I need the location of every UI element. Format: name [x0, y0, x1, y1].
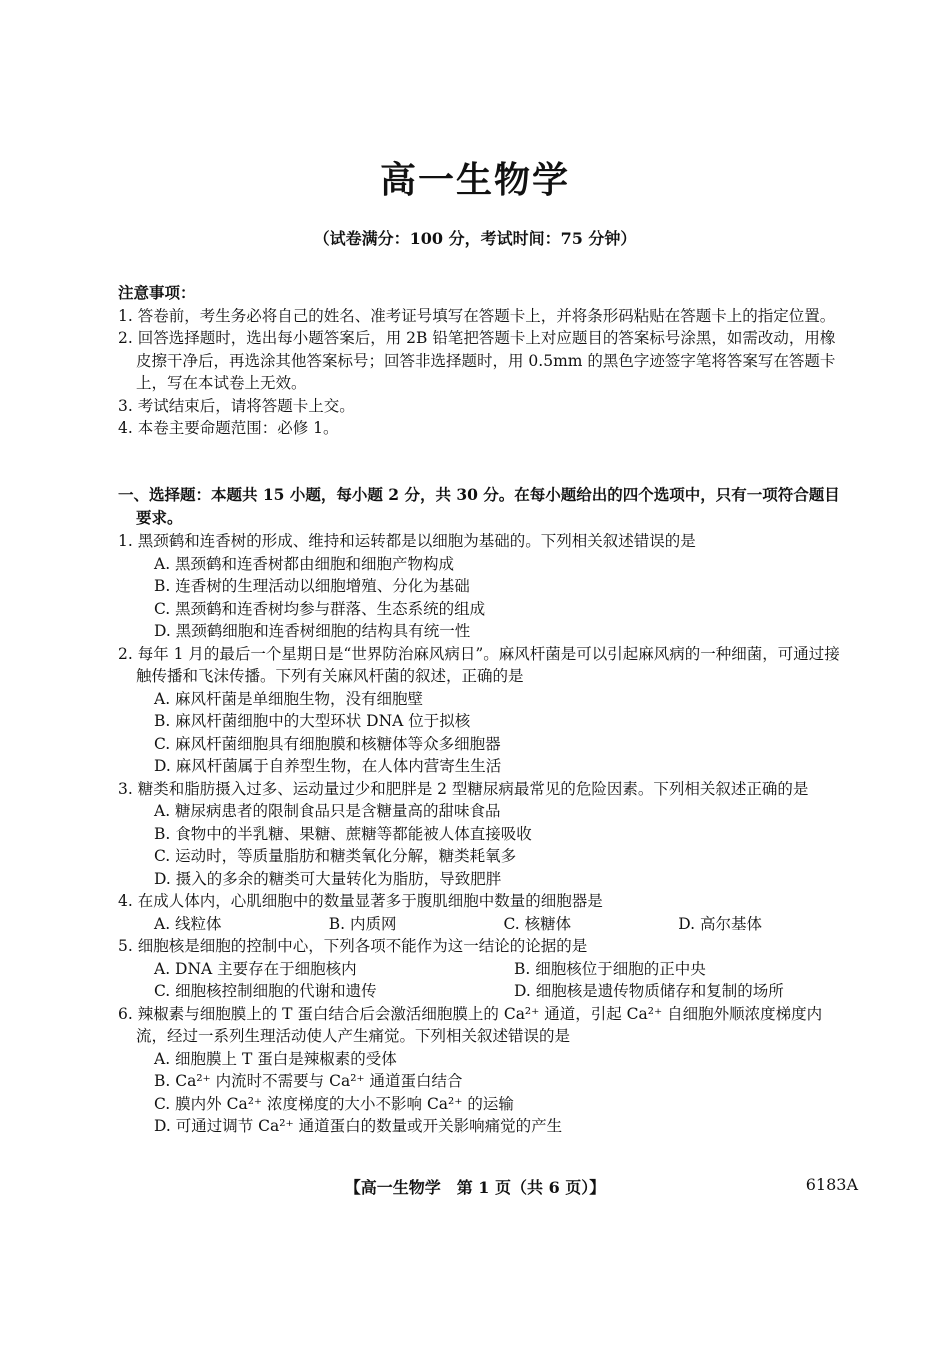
question-stem: 6. 辣椒素与细胞膜上的 T 蛋白结合后会激活细胞膜上的 Ca²⁺ 通道，引起 Ca²⁺ 自细胞外顺浓度梯度内流，经过一系列生理活动使人产生痛觉。下列相关叙述错误的是 — [118, 1004, 823, 1045]
exam-info: （试卷满分：100 分，考试时间：75 分钟） — [313, 229, 637, 248]
option-b: B. 麻风杆菌细胞中的大型环状 DNA 位于拟核 — [154, 712, 471, 730]
option-b: B. 食物中的半乳糖、果糖、蔗糖等都能被人体直接吸收 — [154, 824, 532, 843]
option-d: D. 细胞核是遗传物质储存和复制的场所 — [514, 982, 784, 1000]
option-grid — [118, 958, 853, 1003]
option-a: A. 麻风杆菌是单细胞生物，没有细胞壁 — [154, 689, 424, 708]
option-a: A. DNA 主要存在于细胞核内 — [154, 959, 357, 978]
question-list — [118, 530, 853, 1138]
option-c: C. 细胞核控制细胞的代谢和遗传 — [154, 982, 377, 1000]
question-5 — [118, 935, 853, 1003]
question-stem: 5. 细胞核是细胞的控制中心，下列各项不能作为这一结论的论据的是 — [118, 937, 588, 955]
question-3 — [118, 778, 853, 891]
option-d: D. 黑颈鹤细胞和连香树细胞的结构具有统一性 — [154, 622, 471, 640]
option-d: D. 麻风杆菌属于自养型生物，在人体内营寄生生活 — [154, 757, 502, 775]
question-stem: 2. 每年 1 月的最后一个星期日是“世界防治麻风病日”。麻风杆菌是可以引起麻风病的一种细菌，可通过接触传播和飞沫传播。下列有关麻风杆菌的叙述，正确的是 — [118, 644, 840, 685]
option-a: A. 线粒体 — [154, 914, 222, 933]
option-row — [118, 913, 853, 936]
notice-item: 4. 本卷主要命题范围：必修 1。 — [118, 419, 339, 437]
question-1 — [118, 530, 853, 643]
notice-heading: 注意事项： — [118, 283, 196, 302]
option-d: D. 可通过调节 Ca²⁺ 通道蛋白的数量或开关影响痛觉的产生 — [154, 1117, 563, 1135]
option-c: C. 黑颈鹤和连香树均参与群落、生态系统的组成 — [154, 599, 486, 618]
notice-item: 3. 考试结束后，请将答题卡上交。 — [118, 396, 355, 415]
option-a: A. 细胞膜上 T 蛋白是辣椒素的受体 — [154, 1049, 397, 1068]
question-2 — [118, 643, 853, 778]
option-c: C. 核糖体 — [503, 914, 572, 933]
option-c: C. 运动时，等质量脂肪和糖类氧化分解，糖类耗氧多 — [154, 847, 517, 865]
question-6 — [118, 1003, 853, 1138]
question-stem: 1. 黑颈鹤和连香树的形成、维持和运转都是以细胞为基础的。下列相关叙述错误的是 — [118, 532, 696, 550]
option-a: A. 糖尿病患者的限制食品只是含糖量高的甜味食品 — [154, 802, 501, 820]
option-b: B. 细胞核位于细胞的正中央 — [514, 959, 706, 978]
page-number: 【高一生物学 第 1 页（共 6 页）】 — [344, 1178, 606, 1197]
option-b: B. 内质网 — [328, 914, 397, 933]
option-b: B. Ca²⁺ 内流时不需要与 Ca²⁺ 通道蛋白结合 — [154, 1072, 463, 1090]
exam-title: 高一生物学 — [379, 159, 570, 201]
notice-item: 2. 回答选择题时，选出每小题答案后，用 2B 铅笔把答题卡上对应题目的答案标号涂黑，如需改动，用橡皮擦干净后，再选涂其他答案标号；回答非选择题时，用 0.5mm 的黑色字迹签字笔将答案写在答题卡上，写在本试卷上无效。 — [118, 329, 836, 392]
exam-code: 6183A — [805, 1175, 858, 1194]
option-d: D. 高尔基体 — [678, 914, 762, 933]
option-c: C. 膜内外 Ca²⁺ 浓度梯度的大小不影响 Ca²⁺ 的运输 — [154, 1094, 514, 1113]
question-stem: 3. 糖类和脂肪摄入过多、运动量过少和肥胖是 2 型糖尿病最常见的危险因素。下列相关叙述正确的是 — [118, 779, 809, 798]
option-b: B. 连香树的生理活动以细胞增殖、分化为基础 — [154, 577, 470, 595]
option-a: A. 黑颈鹤和连香树都由细胞和细胞产物构成 — [154, 554, 455, 573]
question-stem: 4. 在成人体内，心肌细胞中的数量显著多于腹肌细胞中数量的细胞器是 — [118, 892, 603, 910]
option-d: D. 摄入的多余的糖类可大量转化为脂肪，导致肥胖 — [154, 869, 502, 888]
option-c: C. 麻风杆菌细胞具有细胞膜和核糖体等众多细胞器 — [154, 734, 501, 753]
section-heading: 一、选择题：本题共 15 小题，每小题 2 分，共 30 分。在每小题给出的四个选项中，只有一项符合题目要求。 — [118, 485, 840, 527]
notice-item: 1. 答卷前，考生务必将自己的姓名、准考证号填写在答题卡上，并将条形码粘贴在答题卡上的指定位置。 — [118, 306, 836, 325]
question-4 — [118, 890, 853, 935]
notice-block — [118, 282, 848, 440]
